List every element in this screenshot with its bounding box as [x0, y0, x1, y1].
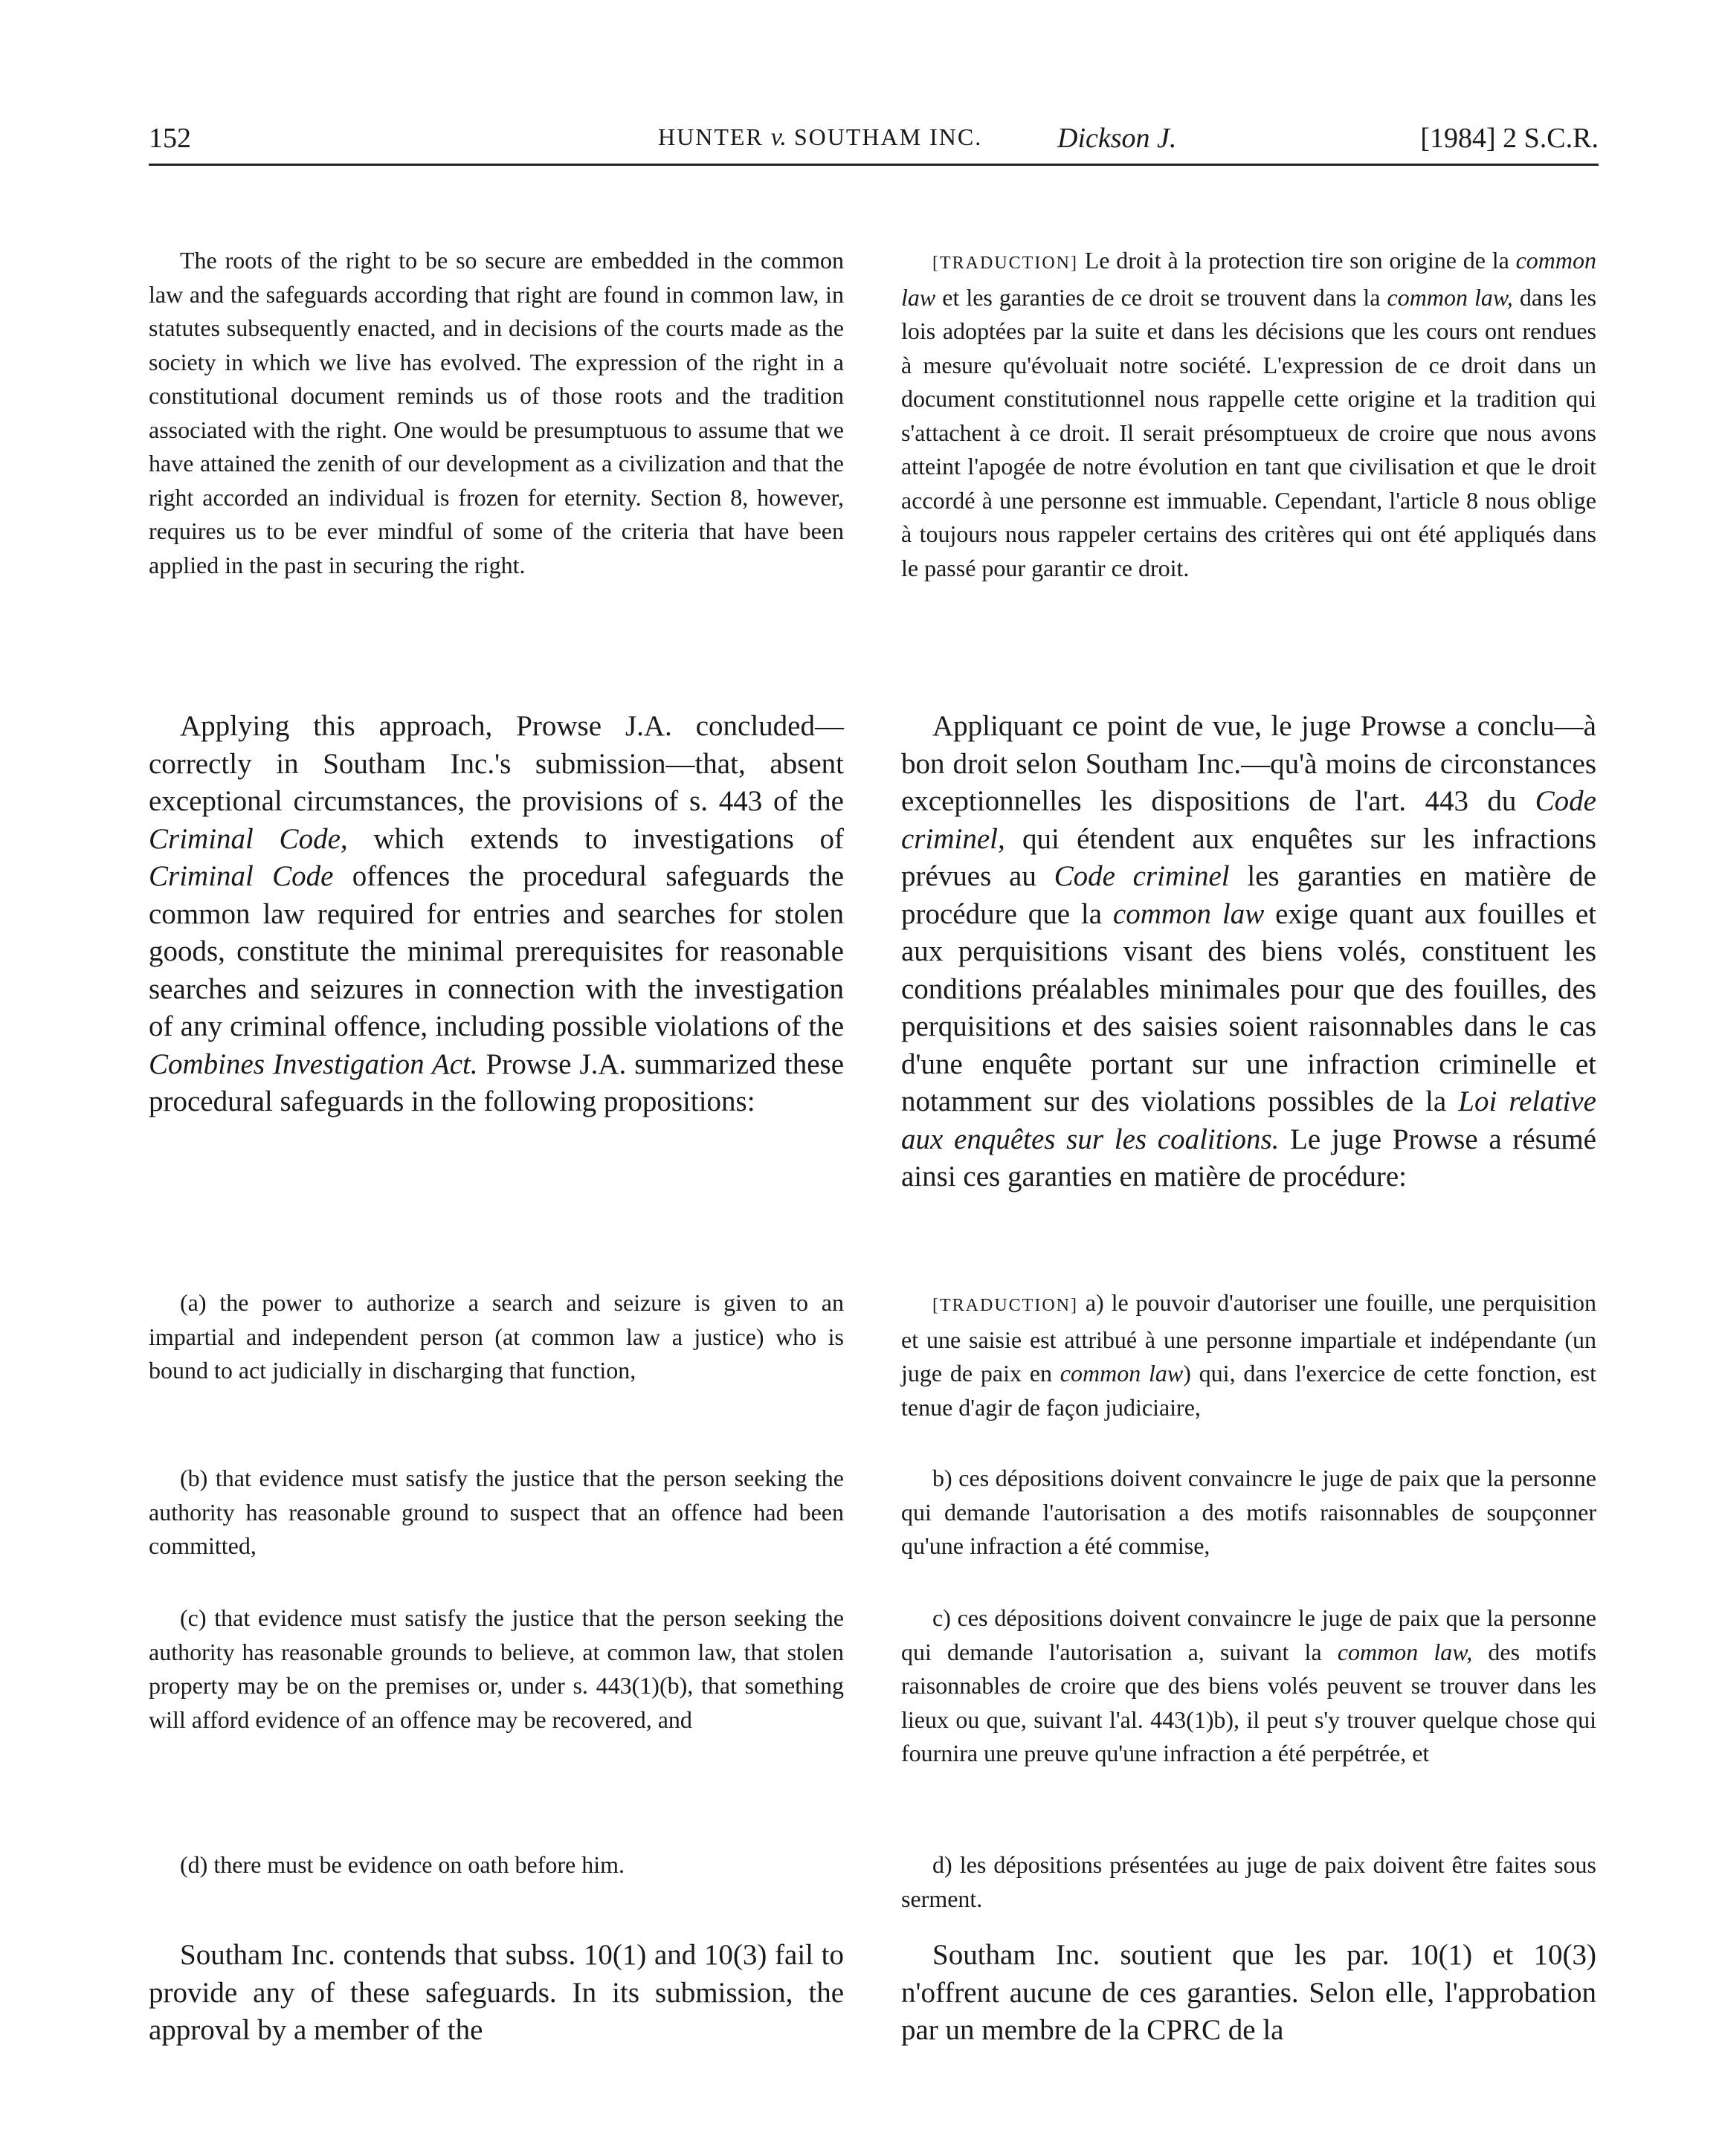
french-quote-common-law: common law: [901, 247, 1596, 311]
traduction-tag: [TRADUCTION]: [932, 254, 1078, 273]
case-title-party-2: SOUTHAM INC.: [793, 123, 983, 150]
french-item-a-text-1: a) le pouvoir d'autoriser une fouille, une perquisition et une saisie est attribué à une personne impartiale et indépendante (un juge de paix en: [901, 1289, 1596, 1387]
english-para1-combines-act: Combines Investigation Act.: [149, 1048, 478, 1080]
english-item-d: (d) there must be evidence on oath before him.: [180, 1851, 625, 1878]
english-para1-text-b: which extends to investigations of: [347, 822, 844, 855]
french-para1-text-d: exige quant aux fouilles et aux perquisitions visant des biens volés, constituent les conditions préalables minimales pour que des fouilles, des perquisitions et des saisies soient raisonnables dans le cas d'une enquête portant sur une infraction criminelle et notamment sur des violations possibles de la: [901, 897, 1596, 1117]
judge-name: Dickson J.: [1057, 123, 1177, 154]
english-quote-text: The roots of the right to be so secure are embedded in the common law and the safeguards according that right are found in common law, in statutes subsequently enacted, and in decisions of the courts made as the society in which we live has evolved. The expression of the right in a constitutional document reminds us of those roots and the tradition associated with the right. One would be presumptuous to assume that we have attained the zenith of our development as a civilization and that the right accorded an individual is frozen for eternity. Section 8, however, requires us to be ever mindful of some of the criteria that have been applied in the past in securing the right.: [149, 247, 844, 578]
french-item-d: d) les dépositions présentées au juge de paix doivent être faites sous serment.: [901, 1851, 1596, 1912]
case-title-versus: v.: [770, 123, 787, 151]
french-paragraph-1: [901, 708, 1596, 1196]
french-item-a: [901, 1286, 1596, 1424]
page-number: 152: [149, 123, 191, 154]
case-title: [658, 123, 982, 152]
running-header: [149, 119, 1599, 166]
french-quote-text-b: et les garanties de ce droit se trouvent dans la: [935, 283, 1387, 311]
french-para1-code-criminel: Code criminel,: [901, 785, 1596, 855]
french-para1-code-criminel-2: Code criminel: [1054, 860, 1230, 892]
english-para1-text-c: offences the procedural safeguards the common law required for entries and searches for stolen goods, constitute the minimal prerequisites for reasonable searches and seizures in connection with the investigation of any criminal offence, including possible violations of the: [149, 860, 845, 1042]
french-item-b: b) ces dépositions doivent convaincre le juge de paix que la personne qui demande l'autorisation a des motifs raisonnables de soupçonner qu'une infraction a été commise,: [901, 1465, 1596, 1559]
english-para1-text-a: Applying this approach, Prowse J.A. concluded—correctly in Southam Inc.'s submission—that, absent exceptional circumstances, the provisions of s. 443 of the: [149, 710, 844, 817]
french-para1-common-law: common law: [1112, 897, 1265, 930]
english-paragraph-1: [149, 708, 844, 1121]
english-para1-criminal-code-2: Criminal Code: [149, 860, 334, 892]
french-para1-text-a: Appliquant ce point de vue, le juge Prowse a conclu—à bon droit selon Southam Inc.—qu'à moins de circonstances exceptionnelles les dispositions de l'art. 443 du: [901, 710, 1596, 817]
french-para1-loi: Loi relative aux enquêtes sur les coalitions.: [901, 1085, 1596, 1155]
french-para1-text-b: qui étendent aux enquêtes sur les infractions prévues au: [901, 822, 1596, 892]
case-title-party-1: HUNTER: [658, 123, 764, 150]
french-item-a-text-2: ) qui, dans l'exercice de cette fonction, est tenue d'agir de façon judiciaire,: [901, 1360, 1597, 1421]
traduction-tag-2: [TRADUCTION]: [932, 1296, 1078, 1315]
report-citation: [1984] 2 S.C.R.: [1420, 123, 1599, 154]
french-item-c-text-2: des motifs raisonnables de croire que des biens volés peuvent se trouver dans les lieux ou que, suivant l'al. 443(1)b), il peut s'y trouver quelque chose qui fournira une preuve qu'une infraction a été perpétrée, et: [901, 1638, 1597, 1766]
english-para1-text-d: Prowse J.A. summarized these procedural safeguards in the following propositions:: [149, 1048, 844, 1117]
english-quote: [149, 244, 844, 582]
french-quote-text-a: Le droit à la protection tire son origine de la: [1077, 247, 1516, 274]
french-item-c-text-1: c) ces dépositions doivent convaincre le juge de paix que la personne qui demande l'autorisation a, suivant la: [901, 1604, 1596, 1665]
french-quote-common-law-2: common law,: [1387, 283, 1513, 311]
french-item-a-common-law: common law: [1060, 1360, 1184, 1387]
english-item-c: (c) that evidence must satisfy the justice that the person seeking the authority has reasonable grounds to believe, at common law, that stolen property may be on the premises or, under s. 443(1)(b), that something will afford evidence of an offence may be recovered, and: [149, 1604, 844, 1733]
french-para1-text-c: les garanties en matière de procédure que la: [901, 860, 1596, 930]
french-item-c: [901, 1601, 1596, 1771]
english-paragraph-2: Southam Inc. contends that subss. 10(1) and 10(3) fail to provide any of these safeguards. In its submission, the approval by a member of the: [149, 1939, 844, 2046]
french-para1-text-e: Le juge Prowse a résumé ainsi ces garanties en matière de procédure:: [901, 1123, 1596, 1192]
english-item-b: (b) that evidence must satisfy the justice that the person seeking the authority has reasonable ground to suspect that an offence had been committed,: [149, 1465, 844, 1559]
french-item-c-common-law: common law,: [1337, 1638, 1473, 1665]
english-para1-criminal-code: Criminal Code,: [149, 822, 348, 855]
french-quote: [901, 244, 1596, 585]
french-quote-text-c: dans les lois adoptées par la suite et dans les décisions que les cours ont rendues à mesure qu'évoluait notre société. L'expression de ce droit dans un document constitutionnel nous rappelle cette origine et la tradition qui s'attachent à ce droit. Il serait présomptueux de croire que nous avons atteint l'apogée de notre évolution en tant que civilisation et que le droit accordé à une personne est immuable. Cependant, l'article 8 nous oblige à toujours nous rappeler certains des critères qui ont été appliqués dans le passé pour garantir ce droit.: [901, 283, 1597, 581]
french-paragraph-2: Southam Inc. soutient que les par. 10(1) et 10(3) n'offrent aucune de ces garanties. Selon elle, l'approbation par un membre de la CPRC de la: [901, 1939, 1596, 2046]
english-item-a: (a) the power to authorize a search and seizure is given to an impartial and independent person (at common law a justice) who is bound to act judicially in discharging that function,: [149, 1289, 844, 1384]
